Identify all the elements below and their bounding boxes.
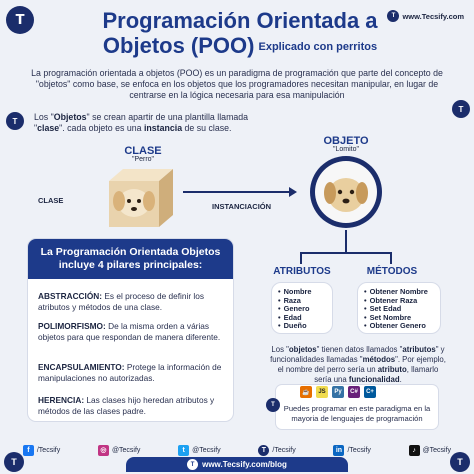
note-text: Los " [271,345,289,354]
instantiation-arrow [183,191,293,193]
title-text: Programación Orientada a Objetos (POO) [102,8,378,58]
tree-connector [345,230,347,252]
cpp-icon: C+ [364,386,376,398]
metodos-list [357,282,441,334]
tree-connector [300,252,392,254]
note-text: ". Por ejemplo, el nombre del perro sería un [277,355,446,374]
languages-text: Puedes programar en este paradigma en la mayoria de lenguajes de programación [283,404,431,423]
tecsify-bullet-icon: T [6,112,24,130]
tecsify-bullet-icon: T [266,398,280,412]
note-bold: métodos [362,355,396,364]
tecsify-bullet-icon: T [452,100,470,118]
clase-side-label: CLASE [38,196,64,205]
pillar-polimorfismo [38,321,224,342]
note-text: " tienen datos llamados " [316,345,403,354]
site-link[interactable] [387,10,464,22]
pillar-text: De la misma orden a várias objetos para que respondan de manera diferente. [38,321,221,342]
clase-name: "Perro" [131,156,155,163]
pillar-term: POLIMORFISMO: [38,321,106,331]
list-item: • Obtener Nombre [364,288,434,297]
tecsify-icon: T [258,445,269,456]
tecsify-corner-icon: T [450,452,470,472]
lead-bold: clase [37,123,60,133]
lead-text: de su clase. [182,123,232,133]
pillar-text: Es el proceso de definir los atributos y métodos de una clase. [38,291,204,312]
attributes-note [270,345,446,385]
pillar-text: Protege la información de manipulaciones no autorizadas. [38,362,222,383]
list-item: • Raza [278,297,326,306]
social-links [0,444,474,456]
site-link-label: www.Tecsify.com [402,11,464,21]
list-item: • Set Nombre [364,314,434,323]
tecsify-icon: T [187,459,198,470]
objects-lead [34,112,274,134]
social-label: @Tecsify [192,446,221,454]
intro-paragraph: La programación orientada a objetos (POO) es un paradigma de programación que parte del concepto de "objetos" como base, se enfoca en los objetos que los programadores necesitan manipular, en lugar de centrarse en la lógica necesaria para esa manipulación [31,68,443,100]
dog-object-image [310,156,382,228]
linkedin-icon: in [333,445,344,456]
tecsify-icon: T [387,10,399,22]
list-item: • Dueño [278,322,326,331]
objeto-title: OBJETO [323,135,369,147]
note-bold: atributo [377,365,407,374]
tree-connector [300,252,302,264]
instantiation-label: INSTANCIACIÓN [212,202,272,211]
atributos-title: ATRIBUTOS [273,266,331,277]
blog-link-label: www.Tecsify.com/blog [202,460,287,469]
pillar-abstraccion [38,291,224,312]
pillar-text: Las clases hijo heredan atributos y métodos de las clases padre. [38,395,215,416]
lead-text: " se crean apartir de una plantilla llamada " [34,112,249,133]
python-icon: Py [332,386,344,398]
pillar-herencia [38,395,224,416]
social-instagram[interactable] [98,445,141,456]
pillar-term: ABSTRACCIÓN: [38,291,103,301]
tecsify-corner-icon: T [4,452,24,472]
language-icons [300,386,376,398]
social-label: @Tecsify [422,446,452,454]
note-text: " y funcionalidades llamadas " [270,345,445,364]
twitter-icon: t [178,445,189,456]
list-item: • Obtener Raza [364,297,434,306]
lead-text: ". cada objeto es una [59,123,144,133]
lead-bold: instancia [143,123,183,133]
social-label: /Tecsify [272,446,296,454]
atributos-list [271,282,333,334]
metodos-title: MÉTODOS [366,266,418,277]
dog-cube-image [105,167,177,229]
lead-text: Los " [34,112,54,122]
arrow-head-icon [289,187,297,197]
dog-face-icon [315,161,377,223]
clase-title: CLASE [124,145,162,157]
note-bold: objetos [288,345,317,354]
objeto-name: "Lomito" [333,146,359,153]
facebook-icon: f [23,445,34,456]
social-twitter[interactable] [178,445,221,456]
social-tecsify[interactable] [258,445,295,456]
note-text: . [399,375,402,384]
social-linkedin[interactable] [333,445,370,456]
pillar-term: ENCAPSULAMIENTO: [38,362,125,372]
pillar-encapsulamiento [38,362,224,383]
list-item: • Edad [278,314,326,323]
list-item: • Obtener Genero [364,322,434,331]
javascript-icon: JS [316,386,328,398]
social-label: @Tecsify [111,446,141,454]
tiktok-icon: ♪ [409,445,420,456]
note-text: , llamarlo sería una [314,365,439,384]
list-item: • Set Edad [364,305,434,314]
social-label: /Tecsify [347,446,371,454]
note-bold: funcionalidad [348,375,400,384]
csharp-icon: C# [348,386,360,398]
social-facebook[interactable] [23,445,60,456]
pillar-term: HERENCIA: [38,395,85,405]
note-bold: atributos [402,345,436,354]
pillars-heading: La Programación Orientada Objetos incluye 4 pilares principales: [28,239,233,279]
list-item: • Nombre [278,288,326,297]
page-title [70,8,410,60]
social-label: /Tecsify [36,446,61,454]
lead-bold: Objetos [53,112,87,122]
social-tiktok[interactable] [409,445,452,456]
java-icon: ☕ [300,386,312,398]
title-subtitle: Explicado con perritos [258,40,378,53]
instagram-icon: ◎ [98,445,109,456]
list-item: • Genero [278,305,326,314]
tecsify-logo-icon: T [6,6,34,34]
tree-connector [390,252,392,264]
blog-link[interactable] [126,457,348,472]
